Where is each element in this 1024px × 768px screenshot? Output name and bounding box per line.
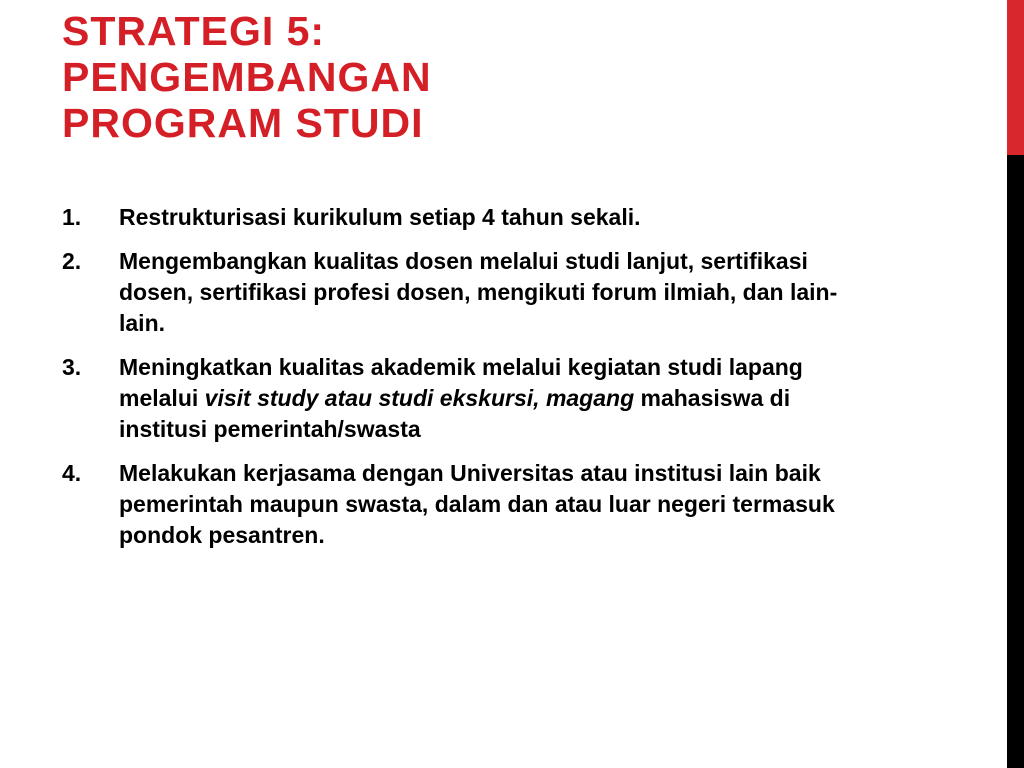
title-line-3: PROGRAM STUDI	[62, 100, 424, 146]
item-text: Restrukturisasi kurikulum setiap 4 tahun sekali.	[119, 204, 641, 230]
item-text: Mengembangkan kualitas dosen melalui studi lanjut, sertifikasi dosen, sertifikasi profesi dosen, mengikuti forum ilmiah, dan lain-lain.	[119, 248, 838, 336]
item-number: 4.	[62, 460, 82, 486]
item-text-italic: visit study atau studi ekskursi, magang	[204, 385, 635, 411]
accent-bar-red	[1007, 0, 1024, 155]
list-item	[62, 202, 882, 233]
item-text	[119, 354, 803, 442]
strategy-list	[62, 202, 882, 564]
title-line-1: STRATEGI 5:	[62, 8, 326, 54]
item-number: 2.	[62, 248, 82, 274]
list-item	[62, 246, 882, 339]
accent-bar-black	[1007, 155, 1024, 768]
slide-title	[62, 8, 962, 146]
item-number: 1.	[62, 204, 82, 230]
title-line-2: PENGEMBANGAN	[62, 54, 432, 100]
list-item	[62, 458, 882, 551]
item-number: 3.	[62, 354, 82, 380]
item-text: Melakukan kerjasama dengan Universitas atau institusi lain baik pemerintah maupun swasta, dalam dan atau luar negeri termasuk pondok pesantren.	[119, 460, 835, 548]
item-text-end: mahasiswa di institusi pemerintah/swasta	[119, 385, 791, 442]
list-item	[62, 352, 882, 445]
item-text-start: Meningkatkan kualitas akademik melalui kegiatan studi lapang melalui	[119, 354, 803, 411]
